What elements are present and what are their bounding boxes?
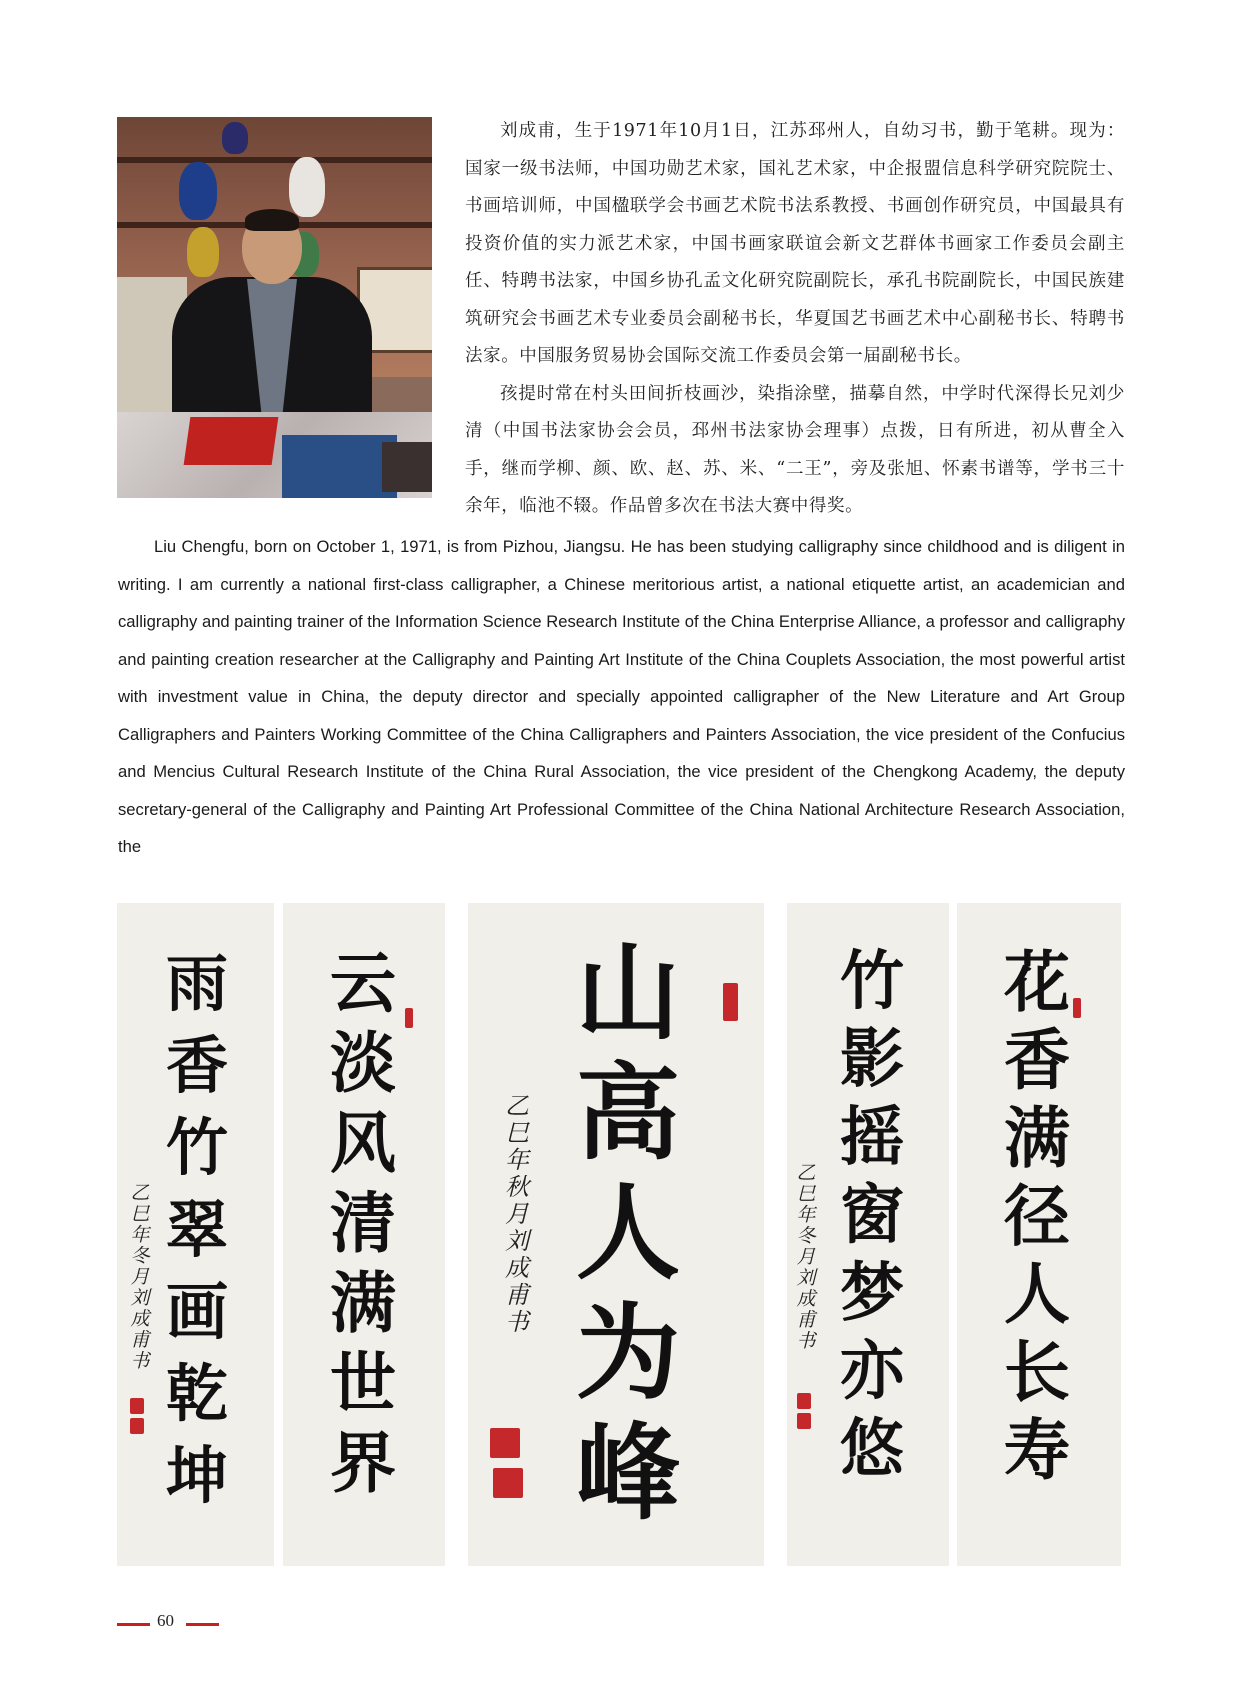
calligraphy-scroll-2 bbox=[283, 903, 445, 1566]
scroll-inscription: 乙巳年冬月刘成甫书 bbox=[796, 1162, 816, 1352]
scroll-main-text: 山高人为峰 bbox=[575, 931, 680, 1534]
chinese-bio-paragraph-1: 刘成甫，生于1971年10月1日，江苏邳州人，自幼习书，勤于笔耕。现为：国家一级书法师，中国功勋艺术家，国礼艺术家，中企报盟信息科学研究院院士、书画培训师，中国楹联学会书画艺术院书法系教授、书画创作研究员，中国最具有投资价值的实力派艺术家，中国书画家联谊会新文艺群体书画家工作委员会副主任、特聘书法家，中国乡协孔孟文化研究院副院长，承孔书院副院长，中国民族建筑研究会书画艺术专业委员会副秘书长，华夏国艺书画艺术中心副秘书长、特聘书法家。中国服务贸易协会国际交流工作委员会第一届副秘书长。 bbox=[465, 121, 1125, 366]
portrait-photo bbox=[117, 117, 432, 498]
seal-stamp bbox=[130, 1418, 144, 1434]
seal-stamp bbox=[797, 1413, 811, 1429]
calligraphy-scroll-1 bbox=[117, 903, 274, 1566]
photo-blue-book bbox=[282, 435, 397, 498]
scroll-main-text: 云淡风清满世界 bbox=[330, 944, 396, 1502]
scroll-main-text: 竹影摇窗梦亦悠 bbox=[840, 944, 904, 1487]
seal-stamp bbox=[1073, 998, 1081, 1018]
scroll-inscription: 乙巳年秋月刘成甫书 bbox=[505, 1092, 529, 1336]
seal-stamp bbox=[405, 1008, 413, 1028]
seal-stamp bbox=[797, 1393, 811, 1409]
photo-dark-box bbox=[382, 442, 432, 492]
photo-red-book bbox=[184, 417, 279, 465]
calligraphy-scroll-4 bbox=[787, 903, 949, 1566]
chinese-biography bbox=[465, 113, 1125, 526]
seal-stamp bbox=[493, 1468, 523, 1498]
footer-rule-right bbox=[186, 1623, 219, 1626]
calligraphy-scroll-3 bbox=[468, 903, 764, 1566]
photo-vase bbox=[187, 227, 219, 277]
chinese-bio-paragraph-2: 孩提时常在村头田间折枝画沙，染指涂壁，描摹自然，中学时代深得长兄刘少清（中国书法家协会会员，邳州书法家协会理事）点拨，日有所进，初从曹全入手，继而学柳、颜、欧、赵、苏、米、“二王”，旁及张旭、怀素书谱等，学书三十余年，临池不辍。作品曾多次在书法大赛中得奖。 bbox=[465, 383, 1125, 516]
english-biography: Liu Chengfu, born on October 1, 1971, is from Pizhou, Jiangsu. He has been studying calligraphy since childhood and is diligent in writing. I am currently a national first-class calligrapher, a Chinese meritorious artist, a national etiquette artist, an academician and calligraphy and painting trainer of the Information Science Research Institute of the China Enterprise Alliance, a professor and calligraphy and painting creation researcher at the Calligraphy and Painting Art Institute of the China Couplets Association, the most powerful artist with investment value in China, the deputy director and specially appointed calligrapher of the New Literature and Art Group Calligraphers and Painters Working Committee of the China Calligraphers and Painters Association, the vice president of the Confucius and Mencius Cultural Research Institute of the China Rural Association, the vice president of the Chengkong Academy, the deputy secretary-general of the Calligraphy and Painting Art Professional Committee of the China National Architecture Research Association, the bbox=[118, 537, 1125, 856]
photo-shelf-line bbox=[117, 157, 432, 163]
page-number: 60 bbox=[157, 1611, 174, 1630]
photo-vase bbox=[289, 157, 325, 217]
calligraphy-scroll-5 bbox=[957, 903, 1121, 1566]
scroll-main-text: 雨香竹翠画乾坤 bbox=[165, 947, 228, 1512]
photo-vase bbox=[179, 162, 217, 220]
seal-stamp bbox=[723, 983, 738, 1021]
photo-vase bbox=[222, 122, 248, 154]
photo-man-hair bbox=[245, 209, 299, 231]
scroll-inscription: 乙巳年冬月刘成甫书 bbox=[130, 1182, 150, 1372]
scroll-main-text: 花香满径人长寿 bbox=[1004, 943, 1070, 1489]
seal-stamp bbox=[130, 1398, 144, 1414]
seal-stamp bbox=[490, 1428, 520, 1458]
footer-rule-left bbox=[117, 1623, 150, 1626]
